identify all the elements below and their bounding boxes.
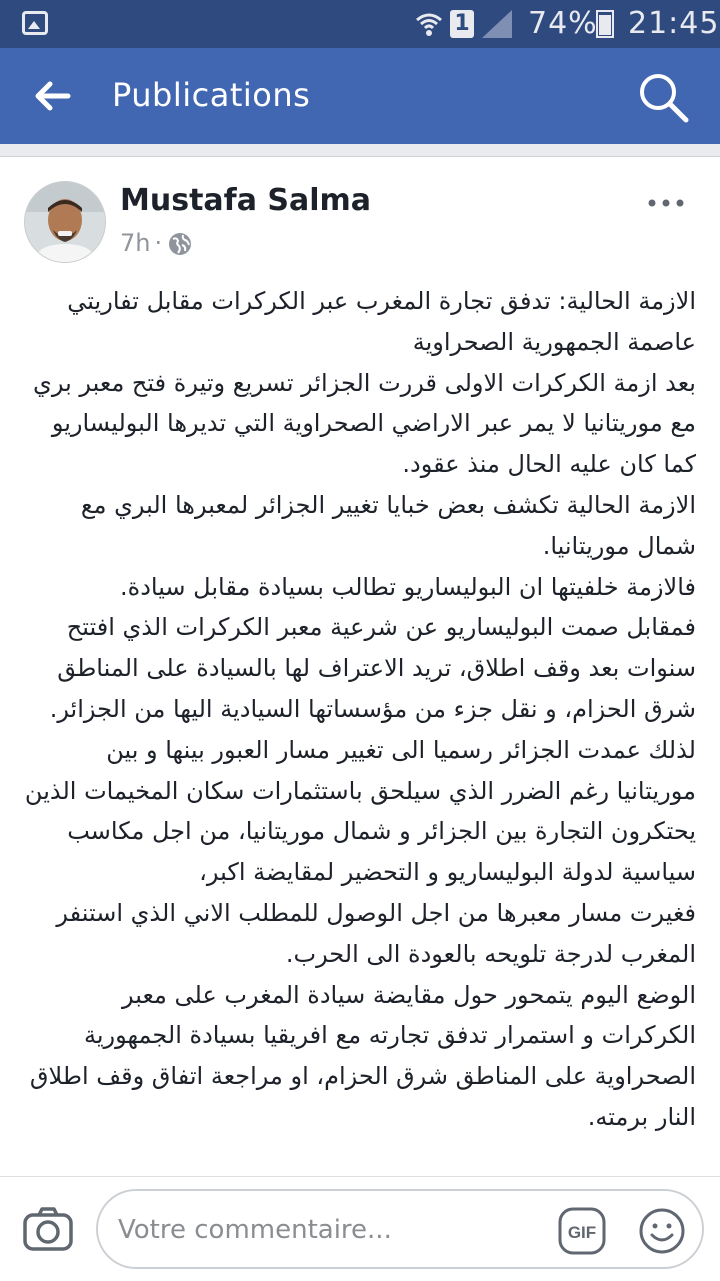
gif-icon[interactable]	[558, 1207, 606, 1255]
post-paragraph: فغيرت مسار معبرها من اجل الوصول للمطلب الاني الذي استنفر المغرب لدرجة تلويحه بالعودة الى الحرب.	[56, 898, 696, 968]
post-paragraph: لذلك عمدت الجزائر رسميا الى تغيير مسار العبور بينها و بين موريتانيا رغم الضرر الذي سيلحق باستثمارات سكان المخيمات الذين يحتكرون التجارة بين الجزائر و شمال موريتانيا، من اجل مكاسب سياسية لدولة البوليساريو و التحضير لمقايضة اكبر،	[24, 735, 696, 887]
post-paragraph: فالازمة خلفيتها ان البوليساريو تطالب بسيادة مقابل سيادة.	[119, 572, 696, 601]
post-paragraph: الازمة الحالية تكشف بعض خبايا تغيير الجزائر لمعبرها البري مع شمال موريتانيا.	[80, 490, 696, 560]
comment-input[interactable]	[116, 1207, 540, 1253]
post-text	[24, 281, 696, 1177]
post-paragraph: فمقابل صمت البوليساريو عن شرعية معبر الكركرات الذي افتتح سنوات بعد وقف اطلاق، تريد الاعتراف لها بالسيادة على المناطق شرق الحزام، و نقل جزء من مؤسساتها السيادية اليها من الجزائر.	[49, 613, 696, 723]
image-notification-icon	[22, 11, 48, 35]
post-time[interactable]: 7h	[120, 229, 151, 257]
comment-composer	[0, 1176, 720, 1281]
globe-icon	[168, 232, 192, 256]
post-paragraph: الازمة الحالية: تدفق تجارة المغرب عبر الكركرات مقابل تفاريتي عاصمة الجمهورية الصحراوية	[67, 287, 696, 356]
post-meta	[120, 229, 192, 257]
app-bar	[0, 48, 720, 144]
comment-box[interactable]	[96, 1189, 704, 1269]
avatar-photo	[25, 182, 105, 262]
sim-slot-badge: 1	[450, 10, 474, 38]
emoji-icon[interactable]	[638, 1207, 686, 1255]
signal-icon	[482, 10, 512, 38]
back-arrow-icon[interactable]	[28, 72, 76, 120]
battery-icon	[596, 10, 614, 38]
more-options-icon[interactable]	[646, 197, 686, 209]
gif-label: GIF	[567, 1223, 597, 1242]
post-card	[0, 156, 720, 1177]
post-paragraph: الوضع اليوم يتمحور حول مقايضة سيادة المغرب على معبر الكركرات و استمرار تدفق تجارته مع افريقيا بسيادة الجمهورية الصحراوية على المناطق شرق الحزام، او مراجعة اتفاق وقف اطلاق النار برمته.	[29, 980, 696, 1131]
camera-icon[interactable]	[22, 1205, 74, 1253]
status-bar	[0, 0, 720, 48]
battery-percent: 74%	[528, 6, 598, 41]
post-author-name[interactable]: Mustafa Salma	[120, 183, 372, 218]
wifi-icon	[414, 9, 444, 39]
avatar[interactable]	[24, 181, 106, 263]
post-paragraph: بعد ازمة الكركرات الاولى قررت الجزائر تسريع وتيرة فتح معبر بري مع موريتانيا لا يمر عبر الاراضي الصحراوية التي تديرها البوليساريو كما كان عليه الحال منذ عقود.	[33, 368, 696, 479]
clock: 21:45	[628, 6, 720, 41]
meta-separator: ·	[154, 229, 163, 257]
page-title: Publications	[112, 76, 311, 114]
search-icon[interactable]	[636, 70, 690, 124]
